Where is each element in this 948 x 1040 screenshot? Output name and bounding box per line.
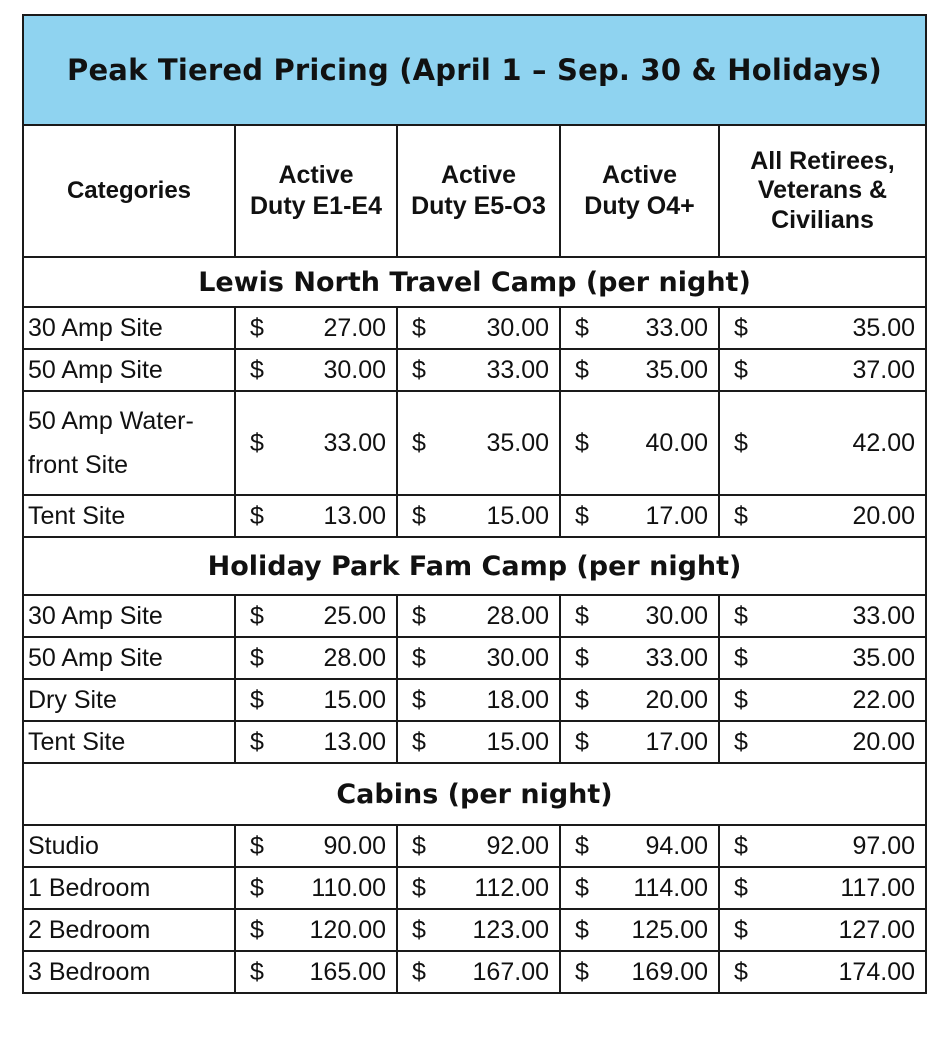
table-row: [23, 909, 926, 951]
header-categories: Categories: [23, 125, 235, 257]
price-value: [720, 502, 925, 531]
header-line: Active: [601, 160, 678, 189]
price-amount: 33.00: [645, 313, 708, 342]
header-active-duty-e5-o3: [397, 125, 560, 257]
price-amount: 35.00: [486, 428, 549, 457]
currency-symbol: $: [250, 957, 264, 986]
currency-symbol: $: [412, 355, 426, 384]
price-amount: 28.00: [486, 601, 549, 630]
price-cell: [235, 391, 397, 495]
price-value: [720, 356, 925, 385]
currency-symbol: $: [734, 428, 748, 457]
currency-symbol: $: [575, 601, 589, 630]
price-value: [561, 728, 718, 757]
price-cell: [560, 721, 719, 763]
price-cell: [719, 951, 926, 993]
price-cell: [719, 495, 926, 537]
price-cell: [397, 825, 560, 867]
currency-symbol: $: [412, 501, 426, 530]
table-row: [23, 349, 926, 391]
price-amount: 169.00: [631, 957, 708, 986]
price-value: [236, 356, 396, 385]
currency-symbol: $: [250, 727, 264, 756]
category-cell: 50 Amp Site: [23, 349, 235, 391]
category-cell: Tent Site: [23, 721, 235, 763]
price-value: [720, 686, 925, 715]
price-amount: 40.00: [645, 428, 708, 457]
price-cell: [719, 637, 926, 679]
price-amount: 18.00: [486, 685, 549, 714]
price-amount: 35.00: [852, 643, 915, 672]
price-value: [720, 958, 925, 987]
price-value: [561, 958, 718, 987]
section-title: Lewis North Travel Camp (per night): [23, 257, 926, 307]
price-amount: 90.00: [323, 831, 386, 860]
price-cell: [235, 721, 397, 763]
price-amount: 17.00: [645, 501, 708, 530]
currency-symbol: $: [734, 873, 748, 902]
currency-symbol: $: [412, 873, 426, 902]
price-value: [398, 728, 559, 757]
category-cell: 1 Bedroom: [23, 867, 235, 909]
price-amount: 167.00: [472, 957, 549, 986]
currency-symbol: $: [575, 643, 589, 672]
currency-symbol: $: [412, 957, 426, 986]
price-value: [720, 832, 925, 861]
price-amount: 97.00: [852, 831, 915, 860]
price-cell: [719, 825, 926, 867]
price-amount: 27.00: [323, 313, 386, 342]
price-value: [398, 356, 559, 385]
price-amount: 13.00: [323, 727, 386, 756]
price-cell: [235, 307, 397, 349]
table-row: [23, 391, 926, 495]
section-row: [23, 537, 926, 595]
price-amount: 127.00: [838, 915, 915, 944]
currency-symbol: $: [250, 355, 264, 384]
category-cell: Tent Site: [23, 495, 235, 537]
price-amount: 120.00: [309, 915, 386, 944]
table-row: [23, 495, 926, 537]
currency-symbol: $: [575, 501, 589, 530]
price-amount: 22.00: [852, 685, 915, 714]
currency-symbol: $: [412, 831, 426, 860]
price-amount: 30.00: [323, 355, 386, 384]
currency-symbol: $: [734, 313, 748, 342]
header-line: All Retirees,: [750, 146, 895, 175]
currency-symbol: $: [250, 501, 264, 530]
category-cell: 3 Bedroom: [23, 951, 235, 993]
header-line: Active: [278, 160, 354, 189]
currency-symbol: $: [734, 727, 748, 756]
price-value: [398, 916, 559, 945]
currency-symbol: $: [575, 313, 589, 342]
price-value: [398, 502, 559, 531]
currency-symbol: $: [575, 428, 589, 457]
price-cell: [560, 391, 719, 495]
price-value: [236, 832, 396, 861]
category-cell: 50 Amp Site: [23, 637, 235, 679]
price-value: [720, 429, 925, 458]
pricing-table: [22, 14, 927, 994]
price-value: [236, 686, 396, 715]
price-amount: 15.00: [323, 685, 386, 714]
table-row: [23, 721, 926, 763]
price-amount: 37.00: [852, 355, 915, 384]
table-row: [23, 679, 926, 721]
price-cell: [719, 679, 926, 721]
header-active-duty-e1-e4: [235, 125, 397, 257]
price-amount: 15.00: [486, 727, 549, 756]
price-cell: [397, 721, 560, 763]
currency-symbol: $: [575, 831, 589, 860]
price-value: [398, 958, 559, 987]
category-line: 50 Amp Water-: [28, 407, 194, 435]
currency-symbol: $: [575, 355, 589, 384]
price-amount: 17.00: [645, 727, 708, 756]
price-value: [561, 356, 718, 385]
price-amount: 30.00: [645, 601, 708, 630]
header-line: Veterans &: [757, 176, 888, 205]
price-value: [561, 502, 718, 531]
price-value: [398, 644, 559, 673]
price-value: [398, 602, 559, 631]
price-value: [561, 602, 718, 631]
price-amount: 33.00: [323, 428, 386, 457]
currency-symbol: $: [412, 313, 426, 342]
price-value: [236, 874, 396, 903]
header-line: Duty O4+: [584, 192, 695, 220]
price-value: [720, 602, 925, 631]
currency-symbol: $: [734, 601, 748, 630]
currency-symbol: $: [250, 313, 264, 342]
price-amount: 33.00: [486, 355, 549, 384]
price-amount: 112.00: [474, 873, 549, 902]
price-value: [561, 686, 718, 715]
currency-symbol: $: [412, 915, 426, 944]
price-cell: [560, 679, 719, 721]
price-cell: [235, 867, 397, 909]
price-cell: [560, 495, 719, 537]
currency-symbol: $: [575, 727, 589, 756]
price-cell: [719, 349, 926, 391]
currency-symbol: $: [412, 685, 426, 714]
price-cell: [397, 867, 560, 909]
price-amount: 30.00: [486, 313, 549, 342]
price-amount: 174.00: [838, 957, 915, 986]
table-row: [23, 307, 926, 349]
price-amount: 28.00: [323, 643, 386, 672]
currency-symbol: $: [734, 501, 748, 530]
price-cell: [397, 391, 560, 495]
price-cell: [719, 721, 926, 763]
price-amount: 33.00: [852, 601, 915, 630]
price-cell: [397, 951, 560, 993]
price-amount: 20.00: [852, 727, 915, 756]
category-cell: 30 Amp Site: [23, 595, 235, 637]
currency-symbol: $: [734, 831, 748, 860]
table-row: [23, 951, 926, 993]
price-amount: 35.00: [645, 355, 708, 384]
currency-symbol: $: [575, 873, 589, 902]
price-amount: 15.00: [486, 501, 549, 530]
price-cell: [719, 307, 926, 349]
price-amount: 25.00: [323, 601, 386, 630]
currency-symbol: $: [250, 428, 264, 457]
currency-symbol: $: [575, 957, 589, 986]
category-cell: Studio: [23, 825, 235, 867]
table-row: [23, 595, 926, 637]
price-cell: [235, 679, 397, 721]
price-amount: 123.00: [472, 915, 549, 944]
price-amount: 165.00: [309, 957, 386, 986]
price-cell: [560, 307, 719, 349]
category-cell: 2 Bedroom: [23, 909, 235, 951]
price-cell: [560, 909, 719, 951]
table-row: [23, 637, 926, 679]
price-amount: 42.00: [852, 428, 915, 457]
price-value: [236, 916, 396, 945]
header-line: Duty E5-O3: [411, 192, 546, 220]
price-value: [720, 314, 925, 343]
price-cell: [235, 349, 397, 391]
header-active-duty-o4-plus: [560, 125, 719, 257]
price-value: [720, 916, 925, 945]
currency-symbol: $: [734, 915, 748, 944]
price-cell: [235, 951, 397, 993]
section-row: [23, 763, 926, 825]
price-cell: [719, 867, 926, 909]
price-value: [720, 874, 925, 903]
price-cell: [560, 637, 719, 679]
price-value: [236, 728, 396, 757]
price-amount: 20.00: [852, 501, 915, 530]
price-value: [236, 314, 396, 343]
price-cell: [560, 825, 719, 867]
price-amount: 20.00: [645, 685, 708, 714]
category-cell: Dry Site: [23, 679, 235, 721]
price-amount: 35.00: [852, 313, 915, 342]
currency-symbol: $: [734, 355, 748, 384]
section-title: Cabins (per night): [23, 763, 926, 825]
price-value: [398, 832, 559, 861]
price-cell: [235, 595, 397, 637]
currency-symbol: $: [412, 727, 426, 756]
price-value: [561, 644, 718, 673]
price-value: [236, 602, 396, 631]
price-value: [398, 686, 559, 715]
price-amount: 94.00: [645, 831, 708, 860]
price-value: [236, 644, 396, 673]
price-value: [236, 429, 396, 458]
table-title: Peak Tiered Pricing (April 1 – Sep. 30 & Holidays): [23, 15, 926, 125]
price-value: [236, 958, 396, 987]
price-cell: [235, 909, 397, 951]
header-line: Active: [440, 160, 517, 189]
price-amount: 92.00: [486, 831, 549, 860]
price-cell: [397, 909, 560, 951]
price-amount: 110.00: [311, 873, 386, 902]
currency-symbol: $: [250, 601, 264, 630]
price-cell: [397, 637, 560, 679]
price-value: [561, 874, 718, 903]
price-cell: [719, 909, 926, 951]
price-cell: [235, 637, 397, 679]
currency-symbol: $: [250, 873, 264, 902]
price-cell: [397, 307, 560, 349]
category-line: front Site: [28, 451, 129, 479]
currency-symbol: $: [250, 643, 264, 672]
price-cell: [235, 825, 397, 867]
price-amount: 33.00: [645, 643, 708, 672]
price-cell: [560, 951, 719, 993]
price-amount: 125.00: [631, 915, 708, 944]
header-row: [23, 125, 926, 257]
price-value: [561, 429, 718, 458]
table-row: [23, 825, 926, 867]
currency-symbol: $: [412, 643, 426, 672]
price-cell: [397, 595, 560, 637]
price-amount: 114.00: [633, 873, 708, 902]
header-line: Civilians: [771, 205, 874, 234]
price-cell: [397, 349, 560, 391]
category-cell: [23, 391, 235, 495]
price-cell: [560, 595, 719, 637]
section-title: Holiday Park Fam Camp (per night): [23, 537, 926, 595]
price-value: [561, 916, 718, 945]
currency-symbol: $: [734, 643, 748, 672]
price-cell: [719, 391, 926, 495]
currency-symbol: $: [250, 915, 264, 944]
price-cell: [560, 867, 719, 909]
price-cell: [560, 349, 719, 391]
price-value: [398, 314, 559, 343]
price-amount: 117.00: [840, 873, 915, 902]
price-value: [561, 832, 718, 861]
price-value: [398, 874, 559, 903]
price-value: [720, 644, 925, 673]
price-cell: [397, 495, 560, 537]
currency-symbol: $: [734, 957, 748, 986]
price-amount: 30.00: [486, 643, 549, 672]
currency-symbol: $: [734, 685, 748, 714]
table-row: [23, 867, 926, 909]
currency-symbol: $: [412, 601, 426, 630]
price-value: [236, 502, 396, 531]
price-value: [720, 728, 925, 757]
price-value: [398, 429, 559, 458]
currency-symbol: $: [575, 685, 589, 714]
currency-symbol: $: [250, 685, 264, 714]
price-amount: 13.00: [323, 501, 386, 530]
header-retirees-veterans-civilians: [719, 125, 926, 257]
price-cell: [719, 595, 926, 637]
currency-symbol: $: [250, 831, 264, 860]
price-cell: [235, 495, 397, 537]
price-cell: [397, 679, 560, 721]
category-cell: 30 Amp Site: [23, 307, 235, 349]
currency-symbol: $: [412, 428, 426, 457]
header-line: Duty E1-E4: [250, 192, 382, 220]
currency-symbol: $: [575, 915, 589, 944]
section-row: [23, 257, 926, 307]
price-value: [561, 314, 718, 343]
